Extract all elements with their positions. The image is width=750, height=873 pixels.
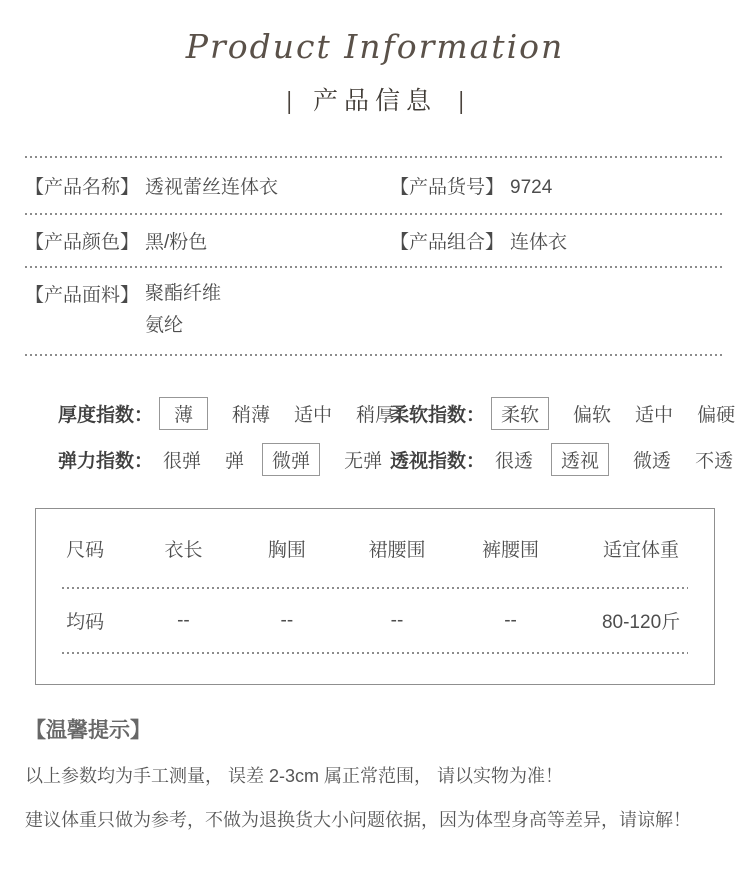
index-option: 稍薄	[232, 404, 271, 426]
table-header-cell: 胸围	[267, 539, 306, 561]
field-label: 【产品名称】	[25, 177, 140, 198]
field-label: 【产品组合】	[390, 232, 505, 253]
table-cell: --	[280, 609, 294, 631]
field-value: 连体衣	[510, 232, 568, 253]
table-bottom-space	[36, 654, 714, 684]
index-option: 无弹	[344, 450, 383, 472]
index-label: 透视指数：	[390, 450, 486, 472]
index-option-selected: 透视	[551, 443, 609, 476]
field-product-fabric-values	[145, 280, 221, 340]
divider	[25, 354, 725, 356]
table-header-cell: 裤腰围	[482, 539, 540, 561]
field-value: 透视蕾丝连体衣	[145, 177, 279, 198]
index-section	[25, 398, 736, 474]
table-header-cell: 适宜体重	[603, 539, 680, 561]
tips-line-2: 建议体重只做为参考，不做为退换货大小问题依据，因为体型身高等差异，请谅解！	[25, 810, 691, 830]
field-value: 9724	[510, 177, 553, 198]
field-product-fabric-label	[25, 280, 139, 307]
table-header-cell: 衣长	[164, 539, 203, 561]
index-thickness	[25, 398, 395, 428]
index-label: 柔软指数：	[390, 404, 486, 426]
table-cell: 均码	[66, 612, 105, 633]
index-elasticity	[25, 444, 383, 474]
index-label: 厚度指数：	[58, 404, 154, 426]
index-option: 偏软	[573, 404, 612, 426]
index-option: 很弹	[163, 450, 202, 472]
index-option: 适中	[294, 404, 333, 426]
index-option: 稍厚	[356, 404, 395, 426]
field-label: 【产品颜色】	[25, 232, 140, 253]
title-left-bar: |	[286, 87, 292, 115]
title-right-bar: |	[458, 87, 464, 115]
index-option: 弹	[225, 450, 245, 472]
field-row-color-combo	[25, 215, 725, 266]
index-option-selected: 柔软	[491, 397, 549, 430]
page-title-text: 产品信息	[312, 87, 437, 115]
index-softness	[375, 398, 735, 428]
index-option: 微透	[633, 450, 672, 472]
tips-line-1: 以上参数均为手工测量， 误差 2-3cm 属正常范围， 请以实物为准！	[25, 766, 564, 786]
table-cell: --	[390, 609, 404, 631]
index-option: 很透	[495, 450, 534, 472]
table-cell: --	[504, 609, 517, 631]
index-option: 不透	[695, 450, 734, 472]
field-product-color	[25, 227, 390, 254]
field-label: 【产品面料】	[25, 285, 140, 306]
page-title	[25, 84, 725, 118]
index-transparency	[375, 444, 735, 474]
index-option-selected: 薄	[159, 397, 208, 430]
size-table-header-row	[36, 509, 714, 587]
tips-title: 【温馨提示】	[25, 719, 151, 742]
table-cell: --	[177, 609, 190, 631]
field-row-fabric	[25, 268, 725, 354]
field-row-name-sku	[25, 158, 725, 213]
field-label: 【产品货号】	[390, 177, 505, 198]
index-option: 偏硬	[697, 404, 736, 426]
size-table-data-row	[36, 589, 714, 652]
index-option: 适中	[635, 404, 674, 426]
fabric-value-line2: 氨纶	[145, 315, 184, 336]
fabric-value-line1: 聚酯纤维	[145, 283, 222, 304]
size-table	[35, 508, 715, 685]
script-title: Product Information	[185, 27, 565, 66]
field-product-combo	[390, 227, 725, 254]
field-product-sku	[390, 172, 725, 199]
field-product-name	[25, 172, 390, 199]
index-option-selected: 微弹	[262, 443, 320, 476]
field-value: 黑/粉色	[145, 232, 208, 253]
table-header-cell: 裙腰围	[368, 539, 426, 561]
index-label: 弹力指数：	[58, 450, 154, 472]
table-cell: 80-120斤	[601, 612, 681, 633]
table-header-cell: 尺码	[66, 539, 105, 561]
